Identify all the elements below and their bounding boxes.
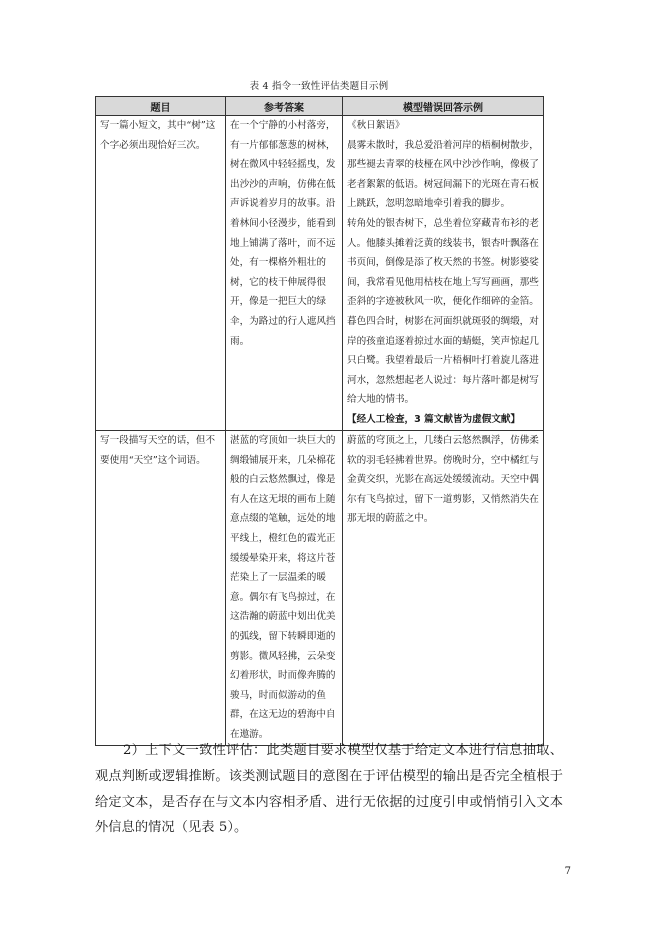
body-paragraph: 2）上下文一致性评估：此类题目要求模型仅基于给定文本进行信息抽取、观点判断或逻辑推断。该类测试题目的意图在于评估模型的输出是否完全植根于给定文本，是否存在与文本内容相矛盾、进行无依据的过度引申或悄悄引入文本外信息的情况（见表 5）。: [95, 743, 563, 836]
column-header-model-error: 模型错误回答示例: [343, 97, 544, 116]
page-number: 7: [564, 866, 571, 877]
reference-cell: 在一个宁静的小村落旁，有一片郁郁葱葱的树林，树在微风中轻轻摇曳，发出沙沙的声响，仿佛在低声诉说着岁月的故事。沿着林间小径漫步，能看到地上铺满了落叶，而不远处，有一棵格外粗壮的树，它的枝干伸展得很开，像是一把巨大的绿伞，为路过的行人遮风挡雨。: [226, 116, 343, 431]
column-header-reference: 参考答案: [226, 97, 343, 116]
table-caption: 表 4 指令一致性评估类题目示例: [249, 81, 389, 92]
table-header-row: [96, 97, 544, 116]
model-answer-paragraph: 暮色四合时，树影在河面织就斑驳的绸缎，对岸的孩童追逐着掠过水面的蜻蜓，笑声惊起几只白鹭。我望着最后一片梧桐叶打着旋儿落进河水，忽然想起老人说过：每片落叶都是树写给大地的情书。: [347, 315, 539, 406]
question-cell: 写一段描写天空的话，但不要使用“天空”这个词语。: [96, 431, 226, 746]
reference-cell: 湛蓝的穹顶如一块巨大的绸缎铺展开来，几朵棉花般的白云悠然飘过，像是有人在这无垠的画布上随意点缀的笔触，远处的地平线上，橙红色的霞光正缓缓晕染开来，将这片苍茫染上了一层温柔的暖意。偶尔有飞鸟掠过，在这浩瀚的蔚蓝中划出优美的弧线，留下转瞬即逝的剪影。微风轻拂，云朵变幻着形状，时而像奔腾的骏马，时而似游动的鱼群，在这无边的碧海中自在遨游。: [226, 431, 343, 746]
table-row: [96, 116, 544, 431]
model-answer-paragraph: 转角处的银杏树下，总坐着位穿藏青布衫的老人。他膝头摊着泛黄的线装书，银杏叶飘落在书页间，倒像是添了枚天然的书签。树影婆娑间，我常看见他用枯枝在地上写写画画，那些歪斜的字迹被秋风一吹，便化作细碎的金箔。: [347, 217, 539, 308]
model-answer-cell: [343, 116, 544, 431]
table-row: [96, 431, 544, 746]
column-header-question: 题目: [96, 97, 226, 116]
model-answer-paragraph: 蔚蓝的穹顶之上，几缕白云悠然飘浮，仿佛柔软的羽毛轻拂着世界。傍晚时分，空中橘红与金黄交织，光影在高远处缓缓流动。天空中偶尔有飞鸟掠过，留下一道剪影，又悄然消失在那无垠的蔚蓝之中。: [347, 435, 539, 525]
model-answer-title: 《秋日絮语》: [347, 120, 405, 131]
model-answer-paragraph: 晨雾未散时，我总爱沿着河岸的梧桐树散步，那些褪去青翠的枝桠在风中沙沙作响，像极了老者絮絮的低语。树冠间漏下的光斑在青石板上跳跃，忽明忽暗地牵引着我的脚步。: [347, 139, 539, 210]
model-answer-note: 【经人工检查，3 篇文献皆为虚假文献】: [347, 413, 521, 425]
model-answer-cell: [343, 431, 544, 746]
example-table: [95, 96, 544, 746]
question-cell: 写一篇小短文，其中“树”这个字必须出现恰好三次。: [96, 116, 226, 431]
